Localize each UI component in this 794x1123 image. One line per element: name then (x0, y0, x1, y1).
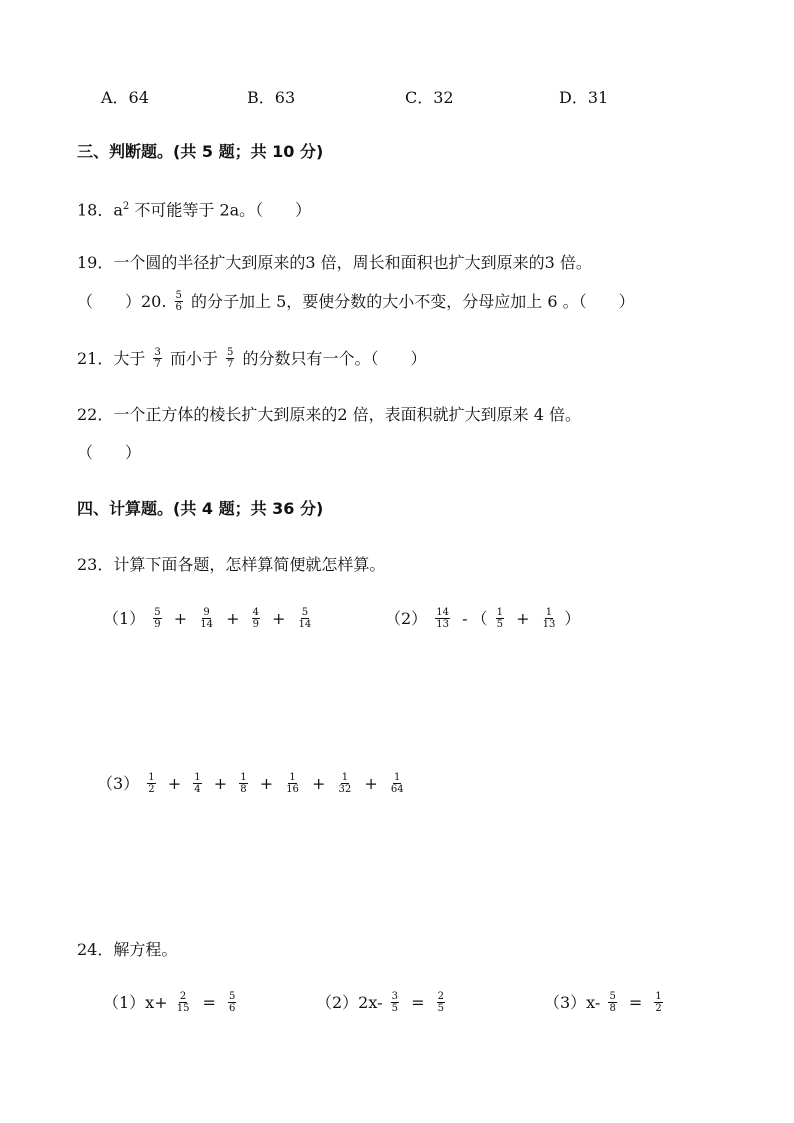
denominator: 13 (436, 619, 450, 630)
numerator: 1 (289, 772, 296, 783)
numerator: 3 (154, 347, 161, 358)
fraction (391, 991, 399, 1014)
fraction (193, 772, 201, 795)
plus-sign: + (516, 609, 530, 628)
numerator: 1 (545, 607, 553, 618)
fraction (228, 991, 236, 1014)
denominator: 9 (252, 619, 259, 630)
fraction (542, 607, 557, 630)
option-a: A．64 (101, 88, 149, 107)
q24-equation-2 (316, 992, 448, 1015)
numerator: 1 (148, 772, 155, 783)
plus-sign: + (173, 609, 188, 628)
label: （1） (103, 609, 146, 628)
denominator: 14 (298, 619, 312, 630)
q23-problem-3 (97, 773, 408, 796)
option-d: D．31 (559, 88, 609, 107)
plus-sign: + (312, 774, 326, 793)
numerator: 9 (203, 607, 210, 618)
q21-post: 的分数只有一个。（ ） (242, 349, 427, 368)
denominator: 4 (194, 784, 201, 795)
plus-sign: + (272, 609, 286, 628)
numerator: 1 (194, 772, 201, 783)
q24-equation-3 (544, 992, 666, 1015)
numerator: 4 (252, 607, 259, 618)
denominator: 8 (609, 1003, 616, 1014)
denominator: 15 (176, 1003, 190, 1014)
question-23: 23．计算下面各题，怎样算简便就怎样算。 (77, 555, 386, 574)
option-b: B．63 (247, 88, 296, 107)
question-20 (77, 291, 635, 314)
numerator: 5 (175, 290, 182, 301)
denominator: 5 (437, 1003, 444, 1014)
denominator: 16 (286, 784, 299, 795)
numerator: 5 (227, 347, 234, 358)
fraction (252, 607, 260, 630)
close-paren: ） (564, 609, 581, 628)
numerator: 1 (394, 772, 401, 783)
question-22-paren: （ ） (77, 443, 142, 462)
fraction (654, 991, 662, 1014)
section-4-title: 四、计算题。(共 4 题；共 36 分) (77, 499, 324, 518)
numerator: 1 (240, 772, 247, 783)
fraction (176, 991, 191, 1014)
q20-fraction (175, 290, 183, 313)
question-19: 19．一个圆的半径扩大到原来的3 倍，周长和面积也扩大到原来的3 倍。 (77, 253, 592, 272)
numerator: 14 (436, 607, 450, 618)
plus-sign: + (167, 774, 182, 793)
plus-sign: + (364, 774, 378, 793)
numerator: 5 (154, 607, 161, 618)
denominator: 8 (240, 784, 247, 795)
fraction (147, 772, 155, 795)
q23-problem-1 (103, 608, 315, 631)
label: （2） (385, 609, 428, 628)
q21-fraction-1 (153, 347, 161, 370)
denominator: 6 (175, 302, 182, 313)
option-c: C．32 (405, 88, 454, 107)
denominator: 2 (148, 784, 155, 795)
q23-problem-2 (385, 608, 580, 631)
numerator: 1 (496, 607, 503, 618)
question-24: 24．解方程。 (77, 940, 178, 959)
fraction (298, 607, 313, 630)
denominator: 5 (496, 619, 503, 630)
fraction (437, 991, 445, 1014)
denominator: 6 (229, 1003, 236, 1014)
denominator: 7 (227, 359, 234, 370)
label: （2）2x- (316, 993, 383, 1012)
q20-post: 的分子加上 5，要使分数的大小不变，分母应加上 6 。（ ） (191, 292, 635, 311)
denominator: 7 (154, 359, 161, 370)
equals-sign: = (202, 993, 216, 1012)
equals-sign: = (411, 993, 425, 1012)
fraction (239, 772, 247, 795)
numerator: 5 (301, 607, 309, 618)
plus-sign: + (213, 774, 228, 793)
plus-sign: + (259, 774, 274, 793)
label: （1）x+ (103, 993, 168, 1012)
denominator: 64 (390, 784, 404, 795)
question-18 (77, 197, 311, 220)
numerator: 1 (341, 772, 349, 783)
q24-equation-1 (103, 992, 239, 1015)
denominator: 32 (338, 784, 352, 795)
plus-sign: + (226, 609, 240, 628)
label: （3）x- (544, 993, 601, 1012)
q21-pre: 21．大于 (77, 349, 146, 368)
fraction (285, 772, 300, 795)
section-3-title: 三、判断题。(共 5 题；共 10 分) (77, 142, 324, 161)
q21-mid: 而小于 (169, 349, 218, 368)
fraction (608, 991, 616, 1014)
numerator: 5 (609, 991, 616, 1002)
fraction (435, 607, 450, 630)
fraction (390, 772, 405, 795)
question-22: 22．一个正方体的棱长扩大到原来的2 倍，表面积就扩大到原来 4 倍。 (77, 405, 581, 424)
numerator: 1 (655, 991, 662, 1002)
q21-fraction-2 (226, 347, 234, 370)
denominator: 5 (391, 1003, 398, 1014)
equals-sign: = (628, 993, 643, 1012)
numerator: 2 (437, 991, 444, 1002)
numerator: 3 (391, 991, 398, 1002)
denominator: 2 (655, 1003, 662, 1014)
denominator: 13 (542, 619, 556, 630)
denominator: 14 (200, 619, 213, 630)
label: （3） (97, 774, 140, 793)
numerator: 5 (229, 991, 236, 1002)
denominator: 9 (154, 619, 161, 630)
minus-sign: - (462, 609, 468, 628)
q18-sup: 2 (122, 201, 130, 212)
fraction (153, 607, 161, 630)
fraction (199, 607, 214, 630)
q18-pre: 18．a (77, 200, 123, 220)
fraction (338, 772, 353, 795)
open-paren: （ (471, 609, 488, 628)
question-21 (77, 348, 427, 371)
numerator: 2 (179, 991, 187, 1002)
q18-post: 不可能等于 2a。（ ） (129, 200, 312, 220)
fraction (496, 607, 504, 630)
q20-pre: （ ）20. (77, 292, 167, 311)
